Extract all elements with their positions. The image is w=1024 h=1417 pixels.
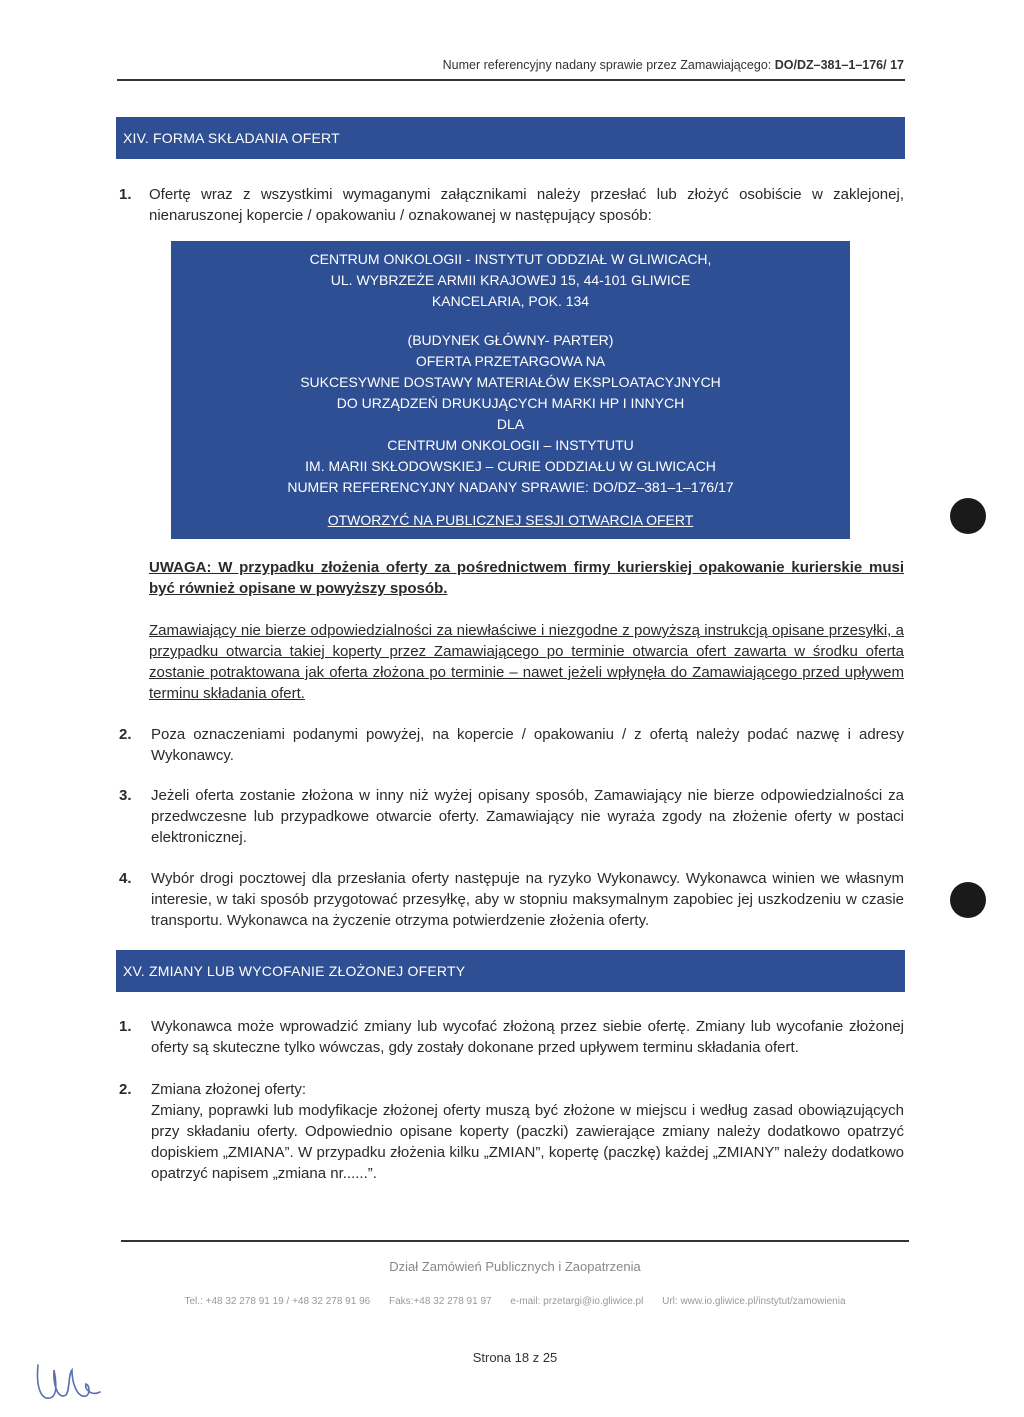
s14-item-2-text: Poza oznaczeniami podanymi powyżej, na kopercie / opakowaniu / z ofertą należy podać nazwę i adresy Wykonawcy. — [151, 726, 904, 764]
box-line-9: CENTRUM ONKOLOGII – INSTYTUTU — [387, 437, 634, 453]
s14-item-4-number: 4. — [119, 870, 132, 887]
box-line-5: OFERTA PRZETARGOWA NA — [415, 353, 606, 369]
footer-department: Dział Zamówień Publicznych i Zaopatrzenia — [389, 1259, 641, 1274]
section-15-title: XV. ZMIANY LUB WYCOFANIE ZŁOŻONEJ OFERTY — [116, 950, 905, 992]
header-ref-prefix: Numer referencyjny nadany sprawie przez Zamawiającego: — [442, 58, 775, 72]
envelope-label-box — [171, 241, 850, 539]
punch-hole-top — [950, 498, 986, 534]
box-line-11: NUMER REFERENCYJNY NADANY SPRAWIE: DO/DZ–381–1–176/17 — [287, 479, 734, 495]
s15-item-2-number: 2. — [119, 1081, 132, 1098]
box-line-12: OTWORZYĆ NA PUBLICZNEJ SESJI OTWARCIA OFERT — [327, 512, 694, 528]
box-line-10: IM. MARII SKŁODOWSKIEJ – CURIE ODDZIAŁU W GLIWICACH — [305, 458, 716, 474]
footer-fax: Faks:+48 32 278 91 97 — [388, 1296, 492, 1307]
header-divider — [117, 79, 905, 81]
s15-item-2-heading: Zmiana złożonej oferty: — [151, 1081, 307, 1098]
footer-contact — [121, 1296, 909, 1307]
box-line-7: DO URZĄDZEŃ DRUKUJĄCYCH MARKI HP I INNYCH — [336, 395, 685, 411]
section-14-title: XIV. FORMA SKŁADANIA OFERT — [116, 117, 905, 159]
s14-item-3-text: Jeżeli oferta zostanie złożona w inny niż wyżej opisany sposób, Zamawiający nie bierze odpowiedzialności za przedwczesne lub przypadkowe otwarcie oferty. Zamawiający nie wyraża zgody na złożenie oferty w postaci elektronicznej. — [151, 787, 904, 846]
s14-item-4-text: Wybór drogi pocztowej dla przesłania oferty następuje na ryzyko Wykonawcy. Wykonawca winien we własnym interesie, w taki sposób przygotować przesyłkę, aby w stopniu maksymalnym zapobiec jej uszkodzeniu w czasie transportu. Wykonawca na życzenie otrzyma potwierdzenie złożenia oferty. — [151, 870, 904, 929]
punch-hole-bottom — [950, 882, 986, 918]
s14-item-1-number: 1. — [119, 186, 132, 203]
footer-divider — [121, 1240, 909, 1242]
box-line-8: DLA — [496, 416, 525, 432]
header-ref-number: DO/DZ–381–1–176/ 17 — [774, 58, 904, 72]
footer-phone: Tel.: +48 32 278 91 19 / +48 32 278 91 96 — [184, 1296, 371, 1307]
s14-item-2-number: 2. — [119, 726, 132, 743]
box-line-6: SUKCESYWNE DOSTAWY MATERIAŁÓW EKSPLOATACYJNYCH — [300, 374, 721, 390]
courier-warning: UWAGA: W przypadku złożenia oferty za pośrednictwem firmy kurierskiej opakowanie kurierskie musi być również opisane w powyższy sposób. — [149, 559, 904, 597]
box-line-2: UL. WYBRZEŻE ARMII KRAJOWEJ 15, 44-101 GLIWICE — [330, 272, 691, 288]
header-reference — [300, 58, 904, 72]
s15-item-1-text: Wykonawca może wprowadzić zmiany lub wycofać złożoną przez siebie ofertę. Zmiany lub wycofanie złożonej oferty są skuteczne tylko wówczas, gdy zostały dokonane przed upływem terminu składania ofert. — [151, 1018, 904, 1056]
handwritten-signature — [28, 1340, 128, 1410]
footer-email: e-mail: przetargi@io.gliwice.pl — [510, 1296, 644, 1307]
s15-item-2-text: Zmiany, poprawki lub modyfikacje złożonej oferty muszą być złożone w miejscu i według zasad obowiązujących przy składaniu oferty. Odpowiednio opisane koperty (paczki) zawierające zmiany należy dodatkowo opatrzyć dopiskiem „ZMIANA”. W przypadku złożenia kilku „ZMIAN”, kopertę (paczkę) każdej „ZMIANY” należy dodatkowo opatrzyć napisem „zmiana nr......”. — [151, 1102, 904, 1182]
box-line-4: (BUDYNEK GŁÓWNY- PARTER) — [407, 332, 614, 348]
box-line-3: KANCELARIA, POK. 134 — [431, 293, 590, 309]
s15-item-1-number: 1. — [119, 1018, 132, 1035]
page-number: Strona 18 z 25 — [472, 1350, 558, 1365]
s14-item-1-text: Ofertę wraz z wszystkimi wymaganymi załącznikami należy przesłać lub złożyć osobiście w zaklejonej, nienaruszonej kopercie / opakowaniu / oznakowanej w następujący sposób: — [149, 186, 904, 224]
footer-url: Url: www.io.gliwice.pl/instytut/zamowienia — [662, 1296, 846, 1307]
box-line-1: CENTRUM ONKOLOGII - INSTYTUT ODDZIAŁ W GLIWICACH, — [309, 251, 712, 267]
liability-disclaimer: Zamawiający nie bierze odpowiedzialności za niewłaściwe i niezgodne z powyższą instrukcją opisane przesyłki, a przypadku otwarcia takiej koperty przez Zamawiającego po terminie otwarcia ofert zawarta w środku oferta zostanie potraktowana jak oferta złożona po terminie – nawet jeżeli wpłynęła do Zamawiającego przed upływem terminu składania ofert. — [149, 622, 904, 702]
s14-item-3-number: 3. — [119, 787, 132, 804]
box-spacer — [171, 312, 850, 330]
